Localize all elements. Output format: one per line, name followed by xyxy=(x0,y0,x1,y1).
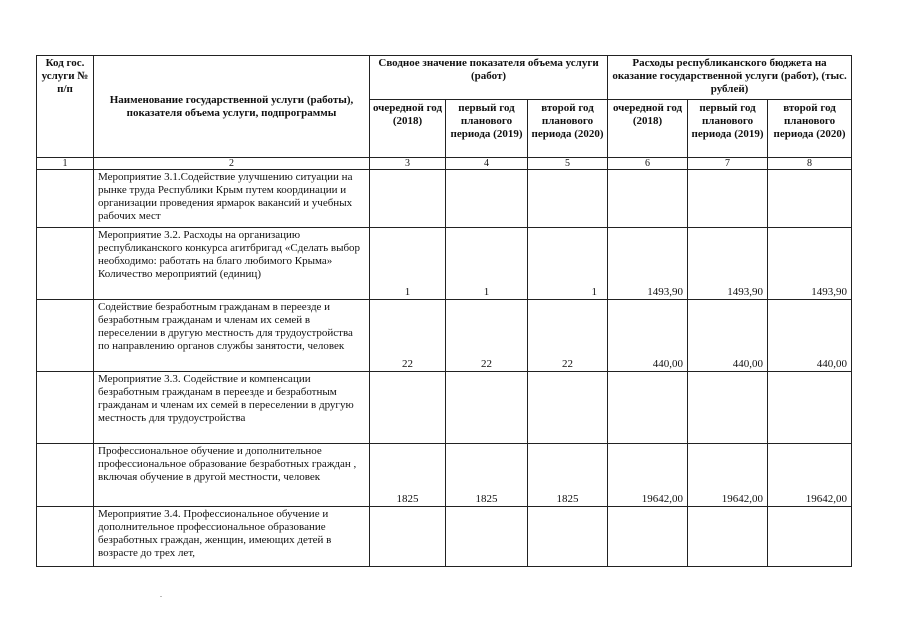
table-row xyxy=(37,372,852,444)
row-value: 19642,00 xyxy=(688,444,768,507)
row-value: 1493,90 xyxy=(768,228,852,300)
header-expenses-2018: очередной год (2018) xyxy=(608,100,688,158)
header-volume-2018: очередной год (2018) xyxy=(370,100,446,158)
row-name: Мероприятие 3.2. Расходы на организацию республиканского конкурса агитбригад «Сделать выбор необходимо: работать на благо любимого Крыма» xyxy=(98,229,361,267)
header-volume-2020: второй год планового периода (2020) xyxy=(528,100,608,158)
row-value: 1 xyxy=(528,228,608,300)
row-value xyxy=(370,507,446,567)
row-name: Профессиональное обучение и дополнительное профессиональное образование безработных граждан , включая обучение в другой местности, человек xyxy=(94,444,370,507)
row-value xyxy=(446,372,528,444)
row-name-cell xyxy=(94,228,370,300)
row-value: 1825 xyxy=(528,444,608,507)
header-expenses-2019: первый год планового периода (2019) xyxy=(688,100,768,158)
row-value xyxy=(608,372,688,444)
row-value xyxy=(370,372,446,444)
row-indicator: Количество мероприятий (единиц) xyxy=(98,268,261,280)
table-row xyxy=(37,170,852,228)
column-number: 6 xyxy=(608,158,688,170)
row-value: 1825 xyxy=(446,444,528,507)
row-value: 1493,90 xyxy=(608,228,688,300)
column-number: 1 xyxy=(37,158,94,170)
column-number: 8 xyxy=(768,158,852,170)
row-value xyxy=(446,170,528,228)
row-value: 440,00 xyxy=(688,300,768,372)
row-value: 22 xyxy=(528,300,608,372)
row-value: 440,00 xyxy=(768,300,852,372)
header-volume: Сводное значение показателя объема услуги (работ) xyxy=(370,56,608,100)
row-name: Мероприятие 3.3. Содействие и компенсации безработным гражданам в переезде и безработным гражданам и членам их семей в переселении в другую местность для трудоустройства xyxy=(94,372,370,444)
row-value: 440,00 xyxy=(608,300,688,372)
header-volume-2019: первый год планового периода (2019) xyxy=(446,100,528,158)
row-value xyxy=(688,507,768,567)
row-value xyxy=(608,507,688,567)
row-code xyxy=(37,228,94,300)
row-value: 22 xyxy=(446,300,528,372)
row-code xyxy=(37,170,94,228)
row-value xyxy=(528,170,608,228)
row-value xyxy=(768,507,852,567)
table-row xyxy=(37,507,852,567)
row-value xyxy=(528,372,608,444)
row-code xyxy=(37,444,94,507)
row-value: 1493,90 xyxy=(688,228,768,300)
row-name: Мероприятие 3.1.Содействие улучшению ситуации на рынке труда Республики Крым путем координации и организации проведения ярмарок вакансий и учебных рабочих мест xyxy=(94,170,370,228)
table-row xyxy=(37,444,852,507)
budget-table xyxy=(36,55,852,567)
scan-speck xyxy=(160,596,162,597)
row-code xyxy=(37,300,94,372)
column-number: 5 xyxy=(528,158,608,170)
row-value xyxy=(768,372,852,444)
header-expenses-2020: второй год планового периода (2020) xyxy=(768,100,852,158)
header-service-name: Наименование государственной услуги (работы), показателя объема услуги, подпрограммы xyxy=(94,56,370,158)
column-number-row xyxy=(37,158,852,170)
row-value: 1 xyxy=(446,228,528,300)
column-number: 4 xyxy=(446,158,528,170)
table-row xyxy=(37,300,852,372)
row-value: 1 xyxy=(370,228,446,300)
row-value: 1825 xyxy=(370,444,446,507)
row-name: Мероприятие 3.4. Профессиональное обучение и дополнительное профессиональное образование безработных граждан, женщин, имеющих детей в возрасте до трех лет, xyxy=(94,507,370,567)
row-value xyxy=(608,170,688,228)
row-value xyxy=(446,507,528,567)
row-value xyxy=(688,372,768,444)
row-value: 19642,00 xyxy=(768,444,852,507)
column-number: 2 xyxy=(94,158,370,170)
row-value: 19642,00 xyxy=(608,444,688,507)
header-code: Код гос. услуги № п/п xyxy=(37,56,94,158)
row-value xyxy=(688,170,768,228)
table-row xyxy=(37,228,852,300)
row-value xyxy=(528,507,608,567)
column-number: 7 xyxy=(688,158,768,170)
row-code xyxy=(37,372,94,444)
row-value xyxy=(370,170,446,228)
row-name: Содействие безработным гражданам в переезде и безработным гражданам и членам их семей в переселении в другую местность для трудоустройства по направлению органов службы занятости, человек xyxy=(94,300,370,372)
row-value xyxy=(768,170,852,228)
row-code xyxy=(37,507,94,567)
column-number: 3 xyxy=(370,158,446,170)
row-value: 22 xyxy=(370,300,446,372)
header-expenses: Расходы республиканского бюджета на оказание государственной услуги (работ), (тыс. рублей) xyxy=(608,56,852,100)
